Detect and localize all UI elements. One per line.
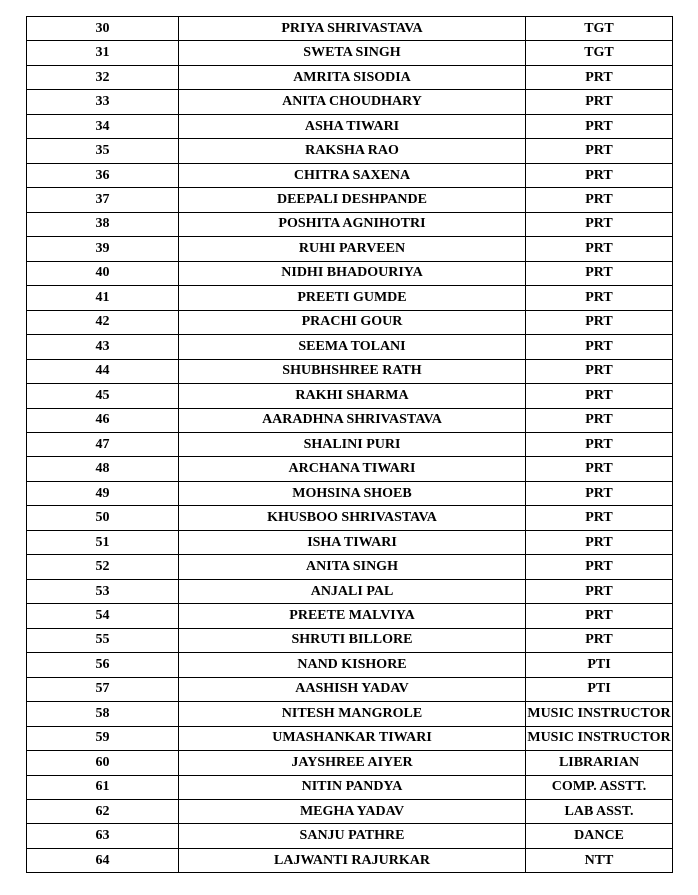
staff-name-cell: AASHISH YADAV [179, 677, 526, 701]
table-row [27, 237, 673, 261]
designation-cell: PRT [526, 335, 673, 359]
designation-cell: PRT [526, 310, 673, 334]
designation-cell: PTI [526, 653, 673, 677]
table-row [27, 677, 673, 701]
staff-name-cell: ANITA CHOUDHARY [179, 90, 526, 114]
staff-name-cell: PRACHI GOUR [179, 310, 526, 334]
serial-number-cell: 64 [27, 848, 179, 872]
serial-number-cell: 52 [27, 555, 179, 579]
table-row [27, 384, 673, 408]
staff-table-body [27, 17, 673, 873]
designation-cell: PRT [526, 530, 673, 554]
designation-cell: PRT [526, 457, 673, 481]
staff-name-cell: MOHSINA SHOEB [179, 481, 526, 505]
staff-name-cell: PRIYA SHRIVASTAVA [179, 17, 526, 41]
staff-name-cell: ARCHANA TIWARI [179, 457, 526, 481]
staff-name-cell: LAJWANTI RAJURKAR [179, 848, 526, 872]
staff-name-cell: SEEMA TOLANI [179, 335, 526, 359]
table-row [27, 139, 673, 163]
serial-number-cell: 46 [27, 408, 179, 432]
serial-number-cell: 34 [27, 114, 179, 138]
designation-cell: MUSIC INSTRUCTOR [526, 726, 673, 750]
staff-name-cell: NAND KISHORE [179, 653, 526, 677]
table-row [27, 41, 673, 65]
serial-number-cell: 44 [27, 359, 179, 383]
table-row [27, 114, 673, 138]
staff-name-cell: RAKSHA RAO [179, 139, 526, 163]
serial-number-cell: 37 [27, 188, 179, 212]
designation-cell: PRT [526, 261, 673, 285]
serial-number-cell: 49 [27, 481, 179, 505]
designation-cell: PRT [526, 188, 673, 212]
table-row [27, 530, 673, 554]
serial-number-cell: 39 [27, 237, 179, 261]
serial-number-cell: 56 [27, 653, 179, 677]
table-row [27, 457, 673, 481]
designation-cell: PRT [526, 139, 673, 163]
designation-cell: PRT [526, 384, 673, 408]
serial-number-cell: 31 [27, 41, 179, 65]
staff-table [26, 16, 673, 873]
designation-cell: PRT [526, 408, 673, 432]
staff-name-cell: RUHI PARVEEN [179, 237, 526, 261]
staff-name-cell: SHRUTI BILLORE [179, 628, 526, 652]
table-row [27, 90, 673, 114]
designation-cell: DANCE [526, 824, 673, 848]
staff-name-cell: ANJALI PAL [179, 579, 526, 603]
table-row [27, 432, 673, 456]
serial-number-cell: 42 [27, 310, 179, 334]
serial-number-cell: 63 [27, 824, 179, 848]
table-row [27, 800, 673, 824]
designation-cell: PRT [526, 628, 673, 652]
table-row [27, 702, 673, 726]
designation-cell: PRT [526, 579, 673, 603]
designation-cell: TGT [526, 41, 673, 65]
designation-cell: PRT [526, 604, 673, 628]
table-row [27, 555, 673, 579]
serial-number-cell: 32 [27, 65, 179, 89]
table-row [27, 653, 673, 677]
staff-name-cell: AMRITA SISODIA [179, 65, 526, 89]
staff-name-cell: AARADHNA SHRIVASTAVA [179, 408, 526, 432]
designation-cell: TGT [526, 17, 673, 41]
designation-cell: PRT [526, 481, 673, 505]
designation-cell: PTI [526, 677, 673, 701]
staff-name-cell: MEGHA YADAV [179, 800, 526, 824]
staff-name-cell: NITIN PANDYA [179, 775, 526, 799]
staff-name-cell: PREETI GUMDE [179, 286, 526, 310]
staff-name-cell: SWETA SINGH [179, 41, 526, 65]
table-row [27, 188, 673, 212]
staff-name-cell: RAKHI SHARMA [179, 384, 526, 408]
designation-cell: PRT [526, 359, 673, 383]
designation-cell: PRT [526, 65, 673, 89]
designation-cell: NTT [526, 848, 673, 872]
designation-cell: PRT [526, 114, 673, 138]
table-row [27, 604, 673, 628]
serial-number-cell: 51 [27, 530, 179, 554]
staff-name-cell: JAYSHREE AIYER [179, 751, 526, 775]
serial-number-cell: 40 [27, 261, 179, 285]
serial-number-cell: 41 [27, 286, 179, 310]
serial-number-cell: 61 [27, 775, 179, 799]
serial-number-cell: 30 [27, 17, 179, 41]
serial-number-cell: 33 [27, 90, 179, 114]
staff-name-cell: UMASHANKAR TIWARI [179, 726, 526, 750]
designation-cell: PRT [526, 506, 673, 530]
designation-cell: PRT [526, 163, 673, 187]
table-row [27, 359, 673, 383]
table-row [27, 408, 673, 432]
staff-name-cell: CHITRA SAXENA [179, 163, 526, 187]
designation-cell: PRT [526, 212, 673, 236]
designation-cell: LIBRARIAN [526, 751, 673, 775]
serial-number-cell: 36 [27, 163, 179, 187]
serial-number-cell: 60 [27, 751, 179, 775]
table-row [27, 212, 673, 236]
serial-number-cell: 55 [27, 628, 179, 652]
table-row [27, 481, 673, 505]
designation-cell: PRT [526, 237, 673, 261]
table-row [27, 628, 673, 652]
staff-name-cell: SANJU PATHRE [179, 824, 526, 848]
staff-name-cell: ASHA TIWARI [179, 114, 526, 138]
table-row [27, 848, 673, 872]
designation-cell: PRT [526, 432, 673, 456]
table-row [27, 335, 673, 359]
serial-number-cell: 35 [27, 139, 179, 163]
designation-cell: PRT [526, 90, 673, 114]
staff-name-cell: SHUBHSHREE RATH [179, 359, 526, 383]
serial-number-cell: 48 [27, 457, 179, 481]
table-row [27, 751, 673, 775]
table-row [27, 506, 673, 530]
table-row [27, 824, 673, 848]
serial-number-cell: 57 [27, 677, 179, 701]
table-row [27, 65, 673, 89]
serial-number-cell: 50 [27, 506, 179, 530]
serial-number-cell: 62 [27, 800, 179, 824]
table-row [27, 261, 673, 285]
table-row [27, 726, 673, 750]
table-row [27, 17, 673, 41]
staff-name-cell: DEEPALI DESHPANDE [179, 188, 526, 212]
designation-cell: COMP. ASSTT. [526, 775, 673, 799]
staff-name-cell: NITESH MANGROLE [179, 702, 526, 726]
serial-number-cell: 43 [27, 335, 179, 359]
table-row [27, 310, 673, 334]
staff-name-cell: POSHITA AGNIHOTRI [179, 212, 526, 236]
designation-cell: PRT [526, 555, 673, 579]
table-row [27, 775, 673, 799]
designation-cell: PRT [526, 286, 673, 310]
serial-number-cell: 58 [27, 702, 179, 726]
designation-cell: MUSIC INSTRUCTOR [526, 702, 673, 726]
table-row [27, 579, 673, 603]
staff-name-cell: KHUSBOO SHRIVASTAVA [179, 506, 526, 530]
table-row [27, 163, 673, 187]
table-row [27, 286, 673, 310]
serial-number-cell: 47 [27, 432, 179, 456]
serial-number-cell: 45 [27, 384, 179, 408]
staff-name-cell: SHALINI PURI [179, 432, 526, 456]
designation-cell: LAB ASST. [526, 800, 673, 824]
serial-number-cell: 59 [27, 726, 179, 750]
serial-number-cell: 54 [27, 604, 179, 628]
staff-name-cell: NIDHI BHADOURIYA [179, 261, 526, 285]
serial-number-cell: 53 [27, 579, 179, 603]
staff-name-cell: PREETE MALVIYA [179, 604, 526, 628]
serial-number-cell: 38 [27, 212, 179, 236]
staff-name-cell: ANITA SINGH [179, 555, 526, 579]
staff-name-cell: ISHA TIWARI [179, 530, 526, 554]
